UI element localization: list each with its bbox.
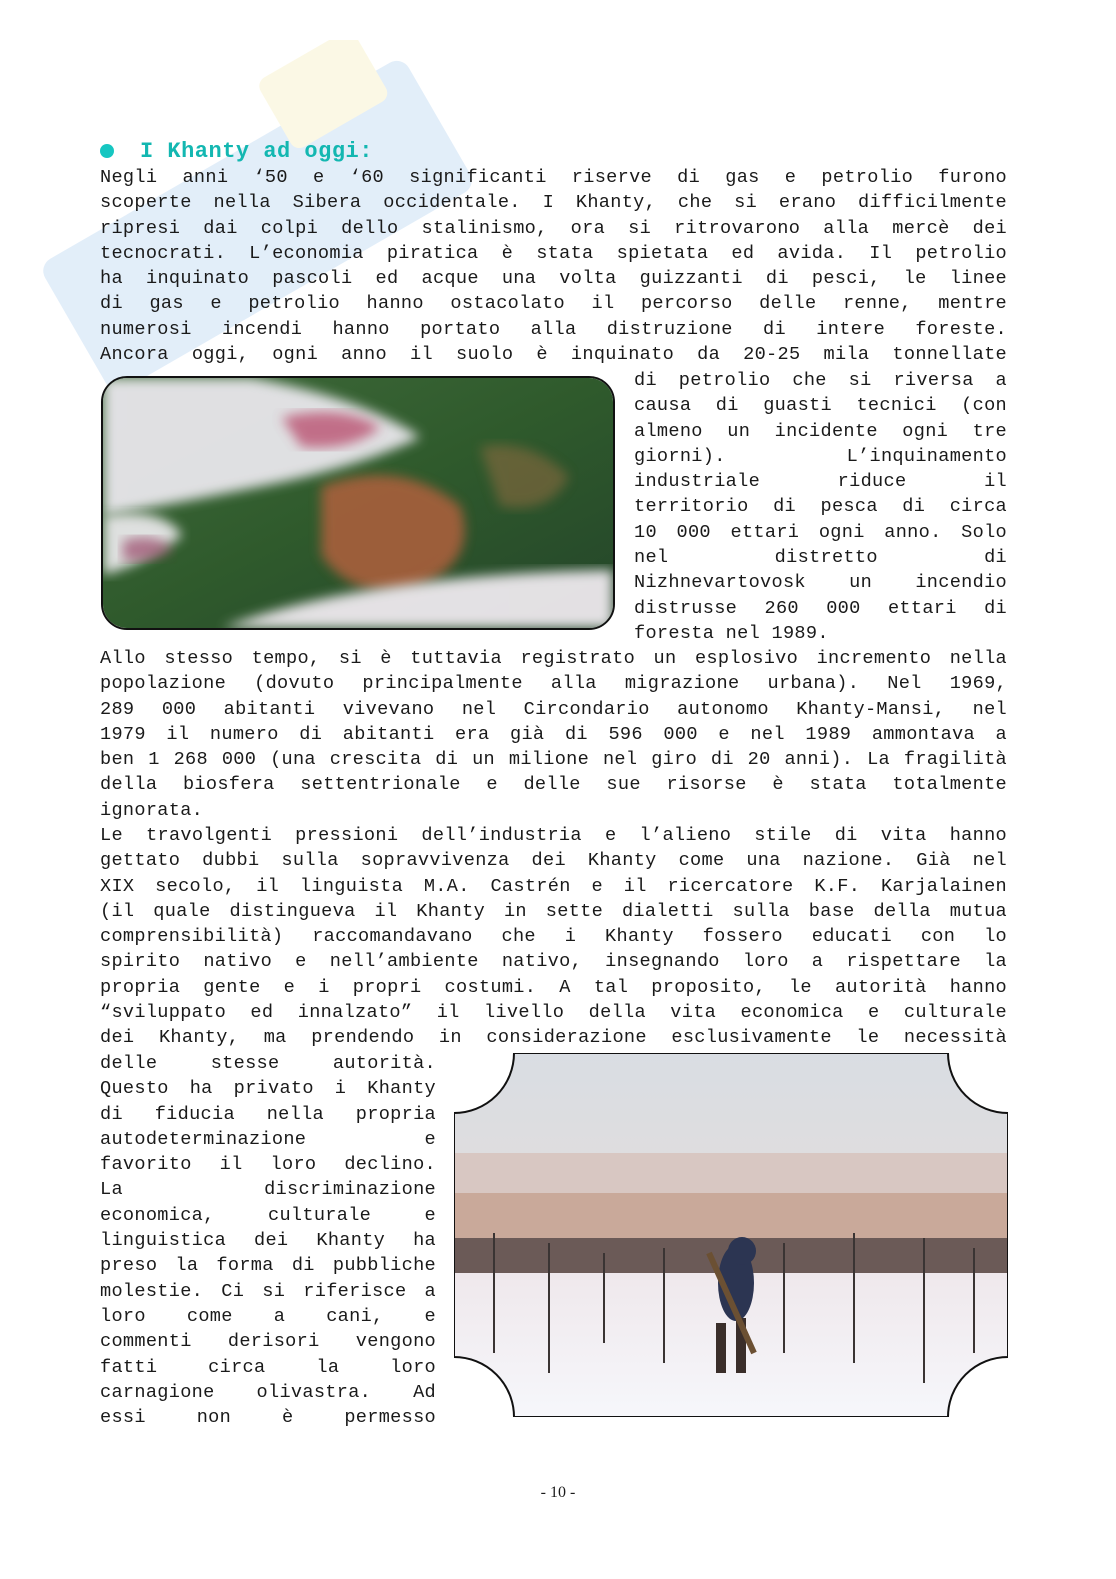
text-line: causa di guasti tecnici (con	[634, 395, 1007, 417]
text-line: spirito nativo e nell’ambiente nativo, insegnando loro a rispettare la	[100, 951, 1007, 973]
text-line: fatti circa la loro	[100, 1356, 436, 1378]
heading-text: I Khanty ad oggi:	[140, 138, 373, 164]
text-line: linguistica dei Khanty ha	[100, 1230, 436, 1252]
text-line: di petrolio che si riversa a	[634, 370, 1007, 391]
text-line: foresta nel 1989.	[634, 622, 829, 644]
paragraph-3-wrap	[100, 1051, 436, 1430]
text-line: dei Khanty, ma prendendo in considerazione esclusivamente le necessità	[100, 1027, 1007, 1049]
paragraph-1	[100, 165, 1007, 367]
text-line: industriale riduce il	[634, 471, 1007, 493]
text-line: gettato dubbi sulla sopravvivenza dei Khanty come una nazione. Già nel	[100, 850, 1007, 872]
text-line: Le travolgenti pressioni dell’industria e l’alieno stile di vita hanno	[100, 825, 1007, 846]
text-line: ripresi dai colpi dello stalinismo, ora si ritrovarono alla mercè dei	[100, 217, 1007, 239]
text-line: nel distretto di	[634, 547, 1007, 569]
section-heading	[100, 137, 373, 165]
text-line: Ancora oggi, ogni anno il suolo è inquinato da 20-25 mila tonnellate	[100, 344, 1007, 366]
text-line: scoperte nella Sibera occidentale. I Khanty, che si erano difficilmente	[100, 192, 1007, 214]
text-line: La discriminazione	[100, 1179, 436, 1201]
text-line: Nizhnevartovosk un incendio	[634, 572, 1007, 594]
text-line: territorio di pesca di circa	[634, 496, 1007, 518]
forest-fire-photo	[101, 376, 615, 630]
text-line: 10 000 ettari ogni anno. Solo	[634, 521, 1007, 543]
text-line: preso la forma di pubbliche	[100, 1255, 436, 1277]
text-line: Allo stesso tempo, si è tuttavia registrato un esplosivo incremento nella	[100, 648, 1007, 669]
text-line: delle stesse autorità.	[100, 1053, 436, 1074]
paragraph-1-wrap	[634, 368, 1007, 646]
page-number: - 10 -	[540, 1484, 576, 1501]
text-line: Negli anni ‘50 e ‘60 significanti riserve di gas e petrolio furono	[100, 167, 1007, 188]
text-line: carnagione olivastra. Ad	[100, 1381, 436, 1403]
text-line: di fiducia nella propria	[100, 1103, 436, 1125]
text-line: (il quale distingueva il Khanty in sette dialetti sulla base della mutua	[100, 900, 1007, 922]
text-line: comprensibilità) raccomandavano che i Khanty fossero educati con lo	[100, 926, 1007, 948]
text-line: ignorata.	[100, 799, 204, 821]
text-line: essi non è permesso	[100, 1407, 436, 1429]
text-line: popolazione (dovuto principalmente alla migrazione urbana). Nel 1969,	[100, 673, 1007, 695]
text-line: di gas e petrolio hanno ostacolato il percorso delle renne, mentre	[100, 293, 1007, 315]
text-line: della biosfera settentrionale e delle sue risorse è stata totalmente	[100, 774, 1007, 796]
text-line: ben 1 268 000 (una crescita di un milione nel giro di 20 anni). La fragilità	[100, 749, 1007, 771]
text-line: ha inquinato pascoli ed acque una volta guizzanti di pesci, le linee	[100, 268, 1007, 290]
paragraph-3	[100, 823, 1007, 1051]
snow-landscape-photo	[454, 1053, 1008, 1417]
text-line: economica, culturale e	[100, 1204, 436, 1226]
text-line: loro come a cani, e	[100, 1305, 436, 1327]
text-line: Questo ha privato i Khanty	[100, 1078, 436, 1100]
text-line: giorni). L’inquinamento	[634, 445, 1007, 467]
text-line: “sviluppato ed innalzato” il livello della vita economica e culturale	[100, 1002, 1007, 1024]
text-line: XIX secolo, il linguista M.A. Castrén e il ricercatore K.F. Karjalainen	[100, 875, 1007, 897]
text-line: tecnocrati. L’economia piratica è stata spietata ed avida. Il petrolio	[100, 242, 1007, 264]
text-line: numerosi incendi hanno portato alla distruzione di intere foreste.	[100, 318, 1007, 340]
text-line: 289 000 abitanti vivevano nel Circondario autonomo Khanty-Mansi, nel	[100, 698, 1007, 720]
text-line: molestie. Ci si riferisce a	[100, 1280, 436, 1302]
text-line: commenti derisori vengono	[100, 1331, 436, 1353]
paragraph-2	[100, 646, 1007, 823]
text-line: almeno un incidente ogni tre	[634, 420, 1007, 442]
text-line: autodeterminazione e	[100, 1128, 436, 1150]
text-line: distrusse 260 000 ettari di	[634, 597, 1007, 619]
text-line: propria gente e i propri costumi. A tal proposito, le autorità hanno	[100, 976, 1007, 998]
bullet-icon	[100, 144, 114, 158]
text-line: 1979 il numero di abitanti era già di 596 000 e nel 1989 ammontava a	[100, 723, 1007, 745]
text-line: favorito il loro declino.	[100, 1154, 436, 1176]
